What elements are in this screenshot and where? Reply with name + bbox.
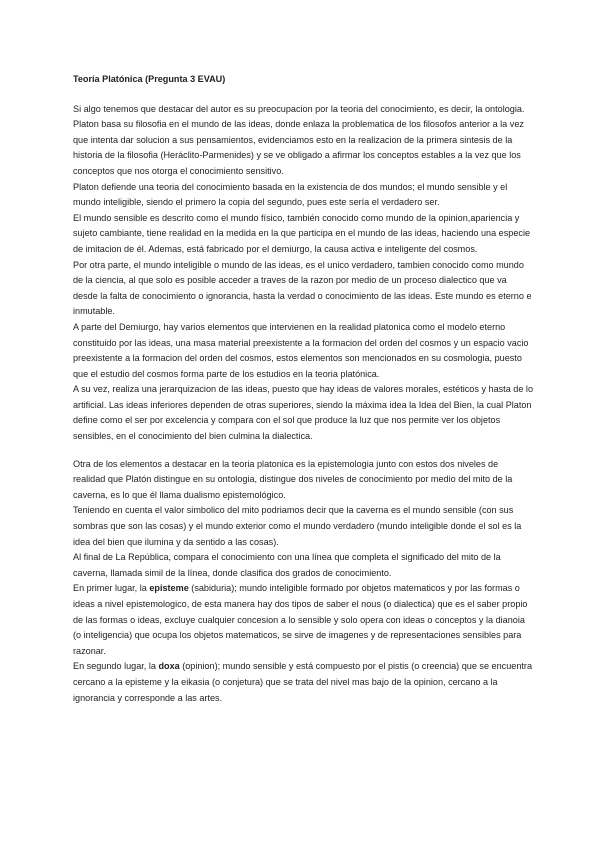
paragraph-hierarchy-of-ideas: A su vez, realiza una jerarquizacion de las ideas, puesto que hay ideas de valores morales, estéticos y hasta de lo artificial. Las ideas inferiores dependen de otras superiores, siendo la máxima idea la Idea del Bien, la cual Platon define como el ser por excelencia y compara con el sol que produce la luz que nos permite ver los objetos sensibles, en el conocimiento del bien culmina la dialectica. [73, 384, 534, 442]
document-body [73, 72, 533, 706]
paragraph-cave-myth: Teniendo en cuenta el valor simbolico del mito podriamos decir que la caverna es el mundo sensible (con sus sombras que son las cosas) y el mundo exterior como el mundo verdadero (mundo inteligible donde el sol es la idea del bien que ilumina y da sentido a las cosas). [73, 505, 522, 547]
document-title: Teoría Platónica (Pregunta 3 EVAU) [73, 74, 226, 84]
epistemology-lead: Otra de los elementos a destacar en la teoria platonica es la epistemologia [73, 458, 374, 469]
paragraph-intelligible-world: Por otra parte, el mundo inteligible o mundo de las ideas, es el unico verdadero, tambien conocido como mundo de la ciencia, al que solo es posible acceder a traves de la razon por medio de un proceso dialectico que va desde la falta de conocimiento o ignorancia, hasta la verdad o conocimiento de las ideas. Este mundo es eterno e inmutable. [73, 259, 532, 317]
paragraph-line-simile: Al final de La República, compara el conocimiento con una línea que completa el significado del mito de la caverna, llamada simil de la línea, donde clasifica dos grados de conocimiento. [73, 552, 501, 578]
paragraph-ontology-intro: Si algo tenemos que destacar del autor es su preocupacion por la teoria del conocimiento, es decir, la ontologia. Platon basa su filosofia en el mundo de las ideas, donde enlaza la problematica de los filosofos anterior a la vez que intenta dar solucion a sus pensamientos, evidenciamos esto en la realizacion de la primera sintesis de la historia de la filosofia (Heráclito-Parmenides) y se ve obligado a afirmar los conceptos estables a la vez que los conceptos que nos otorga el conocimiento sensitivo. [73, 103, 525, 176]
paragraph-doxa [73, 659, 533, 706]
doxa-post: (opinion); mundo sensible y está compuesto por el pistis (o creencia) que se encuentra cercano a la episteme y la eikasia (o conjetura) que se trata del nivel mas bajo de la opinion, cercano a la ignorancia y corresponde a las artes. [73, 661, 533, 703]
episteme-pre: En primer lugar, la [73, 583, 150, 594]
paragraph-demiurge: A parte del Demiurgo, hay varios elementos que intervienen en la realidad platonica como el modelo eterno constituido por las ideas, una masa material preexistente a la formacion del orden del cosmos y un espacio vacio preexistente a la formacion del orden del cosmos, estos elementos son mencionados en su cosmologia, puesto que el estudio del cosmos forma parte de los estudios en la teoria platónica. [73, 321, 529, 379]
epistemology-rest: junto con estos dos niveles de realidad que Platón distingue en su ontologia, distingue dos niveles de conocimiento por medio del mito de la caverna, es lo que él llama dualismo epistemológico. [73, 458, 513, 500]
paragraph-sensible-world: El mundo sensible es descrito como el mundo físico, también conocido como mundo de la opinion,apariencia y sujeto cambiante, tiene realidad en la medida en la que participa en el mundo de las ideas, haciendo una especie de imitacion de él. Ademas, está fabricado por el demiurgo, la causa activa e inteligente del cosmos. [73, 212, 531, 254]
section-spacer [73, 445, 533, 457]
doxa-pre: En segundo lugar, la [73, 661, 159, 672]
paragraph-epistemology [73, 457, 533, 504]
episteme-term: episteme [149, 583, 189, 594]
paragraph-episteme [73, 581, 533, 659]
paragraph-two-worlds: Platon defiende una teoria del conocimiento basada en la existencia de dos mundos; el mundo sensible y el mundo inteligible, siendo el primero la copia del segundo, pues este sería el verdadero ser. [73, 181, 508, 208]
doxa-term: doxa [158, 661, 180, 672]
episteme-post: (sabiduria); mundo inteligible formado por objetos matematicos y por las formas o ideas a nivel epistemologico, de esta manera hay dos tipos de saber el nous (o dialectica) que es el saber propio de las formas o ideas, excluye cualquier concesion a lo sensible y solo opera con ideas o conceptos y la dianoia (o inteligencia) que ocupa los objetos matematicos, se sirve de imagenes y de representaciones sensibles para razonar. [73, 583, 528, 656]
